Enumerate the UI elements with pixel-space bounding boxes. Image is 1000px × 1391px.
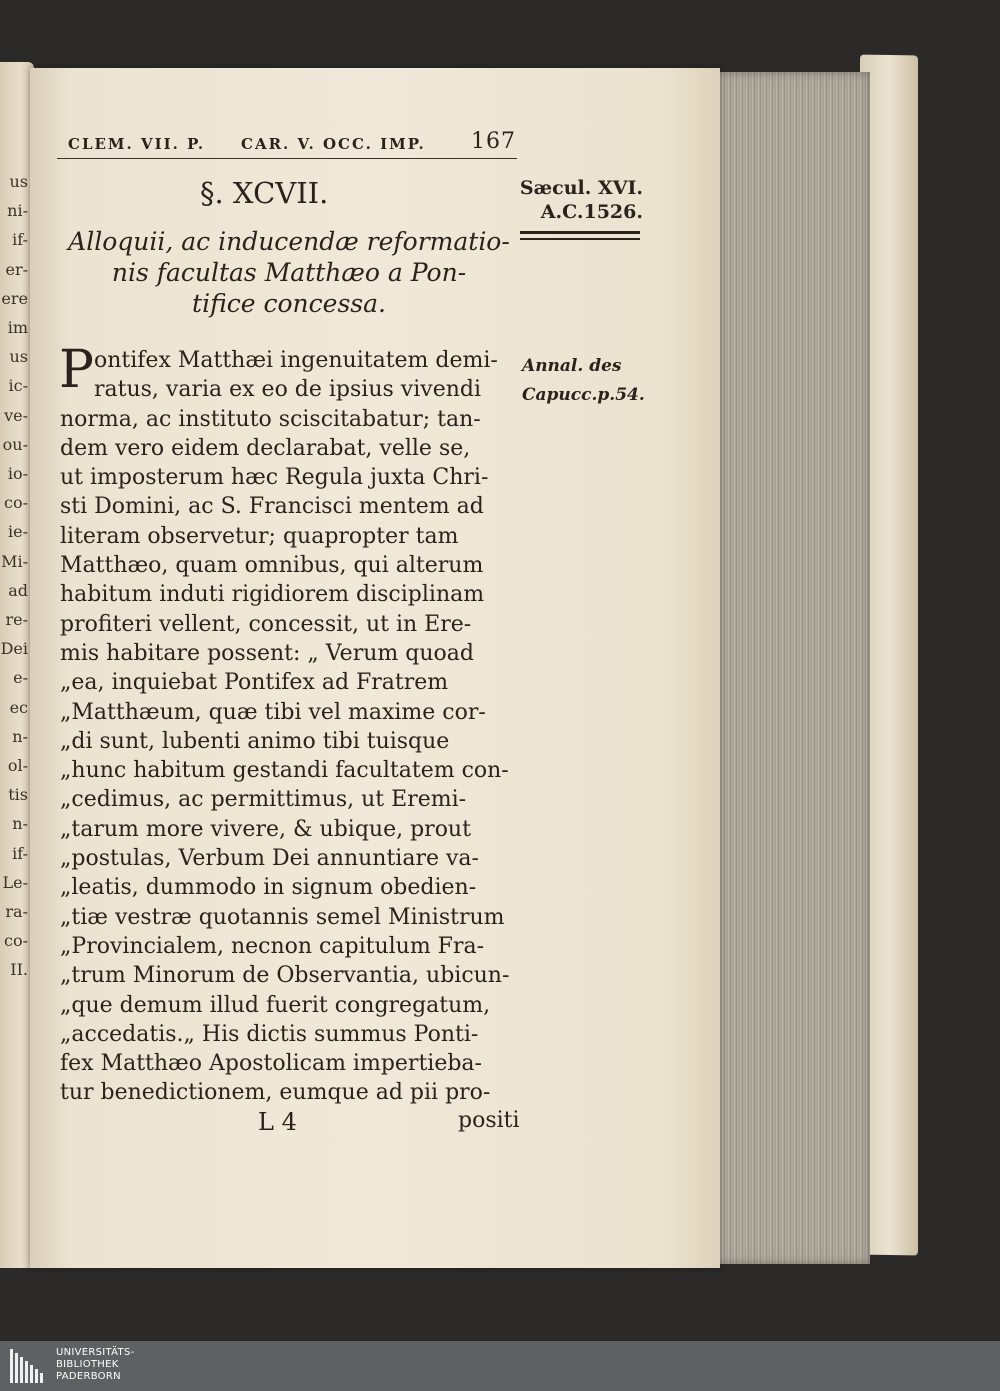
text-line: fex Matthæo Apostolicam impertieba- bbox=[60, 1051, 482, 1077]
text-line: literam observetur; quapropter tam bbox=[60, 523, 459, 549]
text-line: „leatis, dummodo in signum obedien- bbox=[60, 875, 477, 901]
library-name-line: PADERBORN bbox=[56, 1371, 121, 1382]
facing-page-fragment: if- bbox=[12, 230, 28, 250]
text-line: „tiæ vestræ quotannis semel Ministrum bbox=[60, 904, 505, 930]
library-logo-icon bbox=[10, 1349, 46, 1383]
facing-page-fragment: e- bbox=[13, 668, 28, 688]
title-line: Alloquii, ac inducendæ reformatio- bbox=[68, 227, 510, 256]
citation-line: Capucc.p.54. bbox=[522, 385, 645, 405]
text-line: sti Domini, ac S. Francisci mentem ad bbox=[60, 494, 484, 520]
margin-century: Sæcul. XVI. bbox=[519, 177, 643, 199]
library-name-line: UNIVERSITÄTS- bbox=[56, 1347, 135, 1358]
facing-page-fragment: us bbox=[9, 172, 28, 191]
facing-page-fragment: ad bbox=[8, 580, 28, 600]
facing-page-fragment: im bbox=[7, 318, 28, 337]
facing-page-fragment: Mi- bbox=[1, 551, 28, 571]
text-line: ontifex Matthæi ingenuitatem demi- bbox=[94, 348, 498, 373]
library-name-line: BIBLIOTHEK bbox=[56, 1359, 119, 1370]
text-line: „ea, inquiebat Pontifex ad Fratrem bbox=[60, 670, 449, 696]
body-text bbox=[59, 340, 520, 1108]
text-line: ratus, varia ex eo de ipsius vivendi bbox=[94, 377, 481, 403]
text-line: „cedimus, ac permittimus, ut Eremi- bbox=[60, 787, 467, 813]
text-line: tur benedictionem, eumque ad pii pro- bbox=[60, 1080, 491, 1106]
facing-page-fragment: co- bbox=[4, 931, 28, 951]
running-head-right: CAR. V. OCC. IMP. bbox=[241, 135, 426, 153]
library-banner bbox=[0, 1341, 1000, 1391]
facing-page-fragment: ni- bbox=[7, 201, 28, 221]
section-number: §. XCVII. bbox=[200, 176, 329, 210]
facing-page-fragment: tis bbox=[8, 785, 28, 805]
text-line: dem vero eidem declarabat, velle se, bbox=[60, 435, 471, 461]
facing-page-fragment: co- bbox=[4, 493, 28, 513]
facing-page-edge bbox=[0, 62, 34, 1268]
text-line: „postulas, Verbum Dei annuntiare va- bbox=[60, 846, 479, 872]
drop-capital: P bbox=[59, 340, 94, 400]
catchword: positi bbox=[458, 1108, 520, 1133]
text-line: profiteri vellent, concessit, ut in Ere- bbox=[60, 611, 472, 637]
facing-page-fragment: n- bbox=[12, 814, 28, 834]
text-line: „tarum more vivere, & ubique, prout bbox=[60, 816, 471, 842]
section-title bbox=[56, 226, 522, 319]
margin-citation bbox=[522, 352, 645, 410]
header-rule bbox=[57, 158, 517, 159]
text-line: „accedatis.„ His dictis summus Ponti- bbox=[60, 1021, 479, 1047]
citation-line: Annal. des bbox=[522, 356, 622, 376]
facing-page-fragment: er- bbox=[5, 259, 28, 279]
text-line: norma, ac instituto sciscitabatur; tan- bbox=[60, 406, 481, 432]
facing-page-fragment: Dei bbox=[0, 639, 28, 659]
facing-page-fragment: ol- bbox=[7, 756, 28, 775]
text-line: „Provincialem, necnon capitulum Fra- bbox=[60, 933, 485, 959]
text-line: ut imposterum hæc Regula juxta Chri- bbox=[60, 465, 489, 491]
margin-year: A.C.1526. bbox=[540, 201, 643, 223]
title-line: nis facultas Matthæo a Pon- bbox=[111, 258, 467, 287]
margin-date bbox=[517, 176, 643, 224]
text-line: habitum induti rigidiorem disciplinam bbox=[60, 582, 485, 608]
facing-page-fragment: ere bbox=[1, 288, 28, 308]
running-header bbox=[68, 131, 518, 155]
text-line: „trum Minorum de Observantia, ubicun- bbox=[60, 963, 510, 989]
facing-page-fragment: ra- bbox=[5, 902, 28, 921]
text-line: mis habitare possent: „ Verum quoad bbox=[60, 640, 474, 666]
margin-rule-thin bbox=[520, 238, 640, 240]
facing-page-fragment: ve- bbox=[4, 405, 28, 425]
page-edges bbox=[712, 72, 870, 1264]
text-line: Matthæo, quam omnibus, qui alterum bbox=[60, 553, 484, 579]
page-number: 167 bbox=[471, 129, 516, 154]
text-line: „Matthæum, quæ tibi vel maxime cor- bbox=[60, 699, 486, 725]
facing-page-fragment: n- bbox=[12, 726, 28, 746]
facing-page-fragment: io- bbox=[7, 464, 28, 483]
facing-page-fragment: ou- bbox=[2, 434, 28, 454]
text-line: „di sunt, lubenti animo tibi tuisque bbox=[60, 728, 450, 754]
text-line: „que demum illud fuerit congregatum, bbox=[60, 992, 491, 1018]
facing-page-fragment: us bbox=[9, 347, 28, 367]
facing-page-fragment: II. bbox=[10, 960, 28, 980]
facing-page-fragment: re- bbox=[5, 610, 28, 629]
running-head-left: CLEM. VII. P. bbox=[68, 135, 206, 153]
signature-mark: L 4 bbox=[258, 1108, 297, 1136]
library-name bbox=[56, 1347, 135, 1383]
facing-page-fragment: ec bbox=[9, 697, 28, 717]
facing-page-fragment: if- bbox=[12, 843, 28, 863]
facing-page-fragment: ie- bbox=[8, 522, 28, 542]
margin-rule-thick bbox=[520, 231, 640, 234]
facing-page-fragment: Le- bbox=[2, 872, 28, 892]
title-line: tifice concessa. bbox=[192, 289, 386, 318]
text-line: „hunc habitum gestandi facultatem con- bbox=[60, 758, 509, 784]
facing-page-fragment: ic- bbox=[8, 376, 28, 396]
